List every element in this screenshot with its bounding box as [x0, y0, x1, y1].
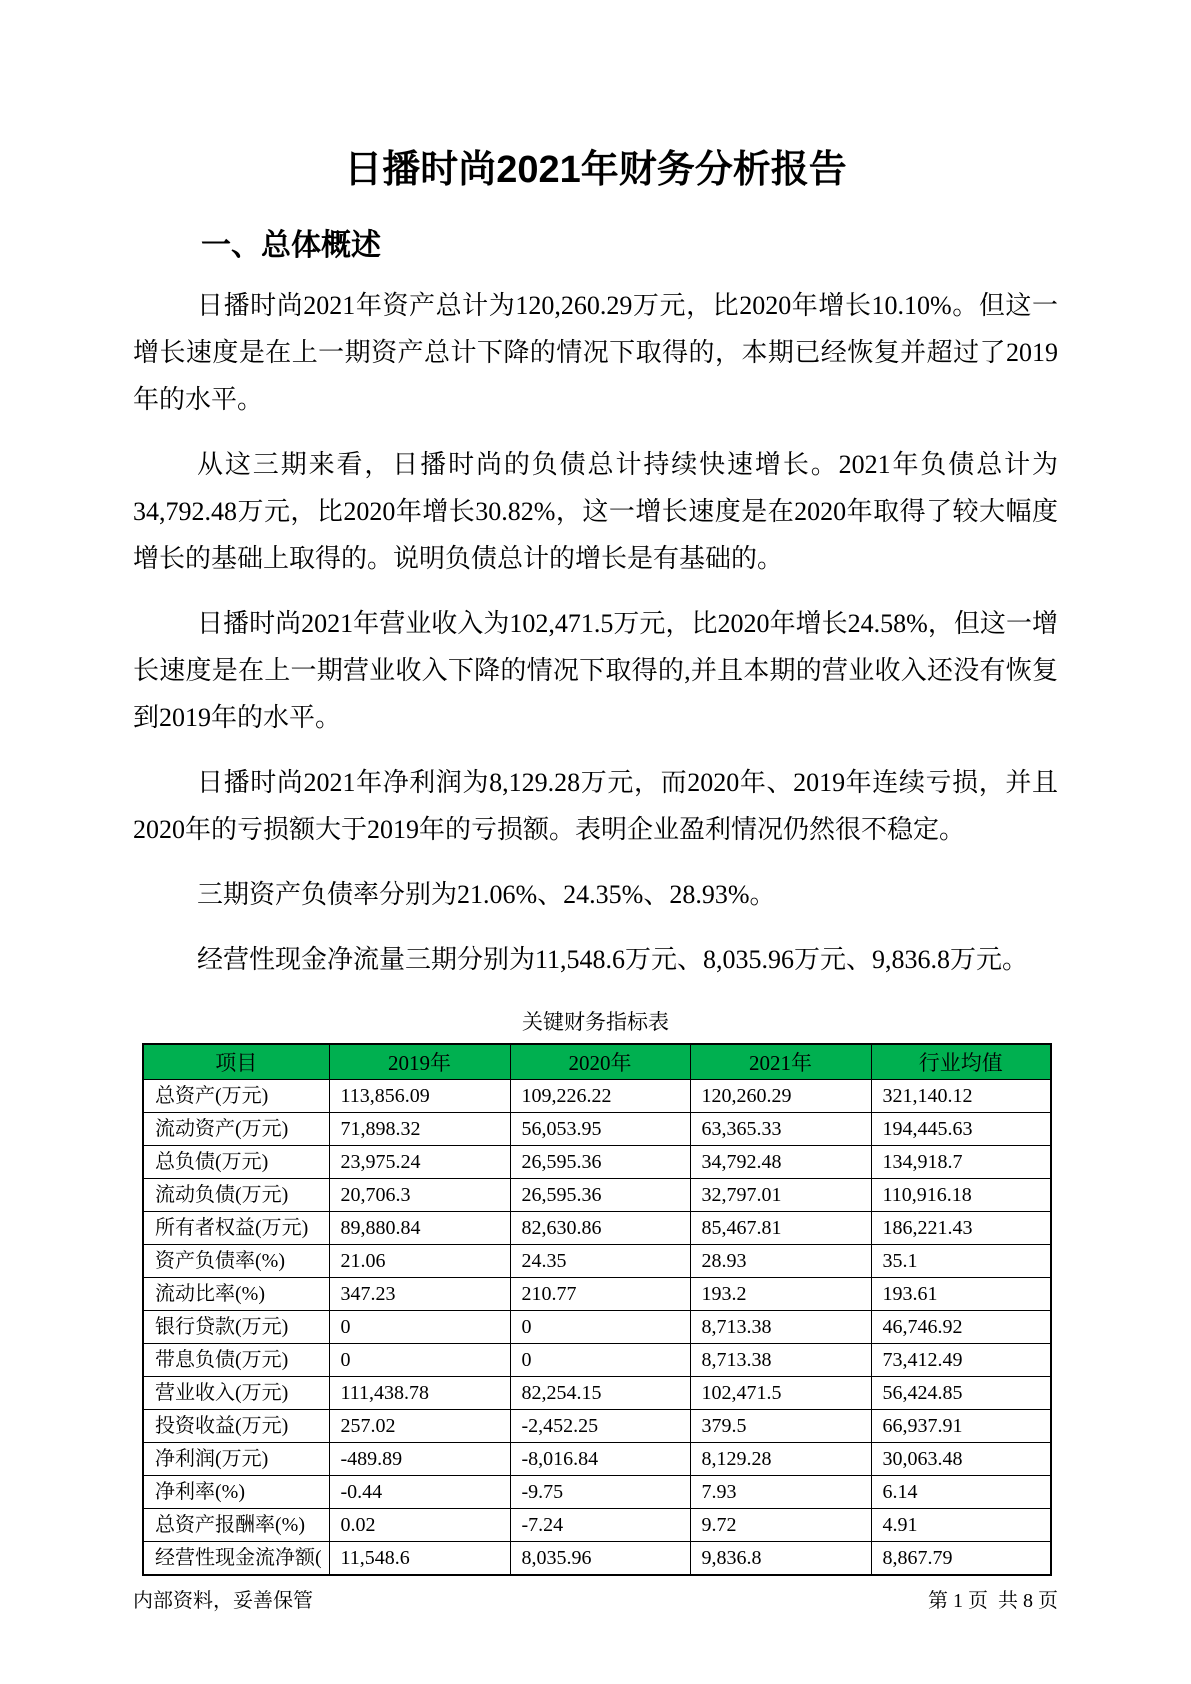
row-label: 流动负债(万元) [143, 1179, 329, 1212]
paragraph-cash-flow: 经营性现金净流量三期分别为11,548.6万元、8,035.96万元、9,836.8万元。 [197, 945, 1029, 974]
row-label: 经营性现金流净额( [143, 1542, 329, 1576]
table-row [143, 1344, 1051, 1377]
table-row [143, 1377, 1051, 1410]
row-label: 投资收益(万元) [143, 1410, 329, 1443]
row-label: 总负债(万元) [143, 1146, 329, 1179]
row-value: 11,548.6 [329, 1542, 510, 1576]
row-label: 营业收入(万元) [143, 1377, 329, 1410]
column-header-item: 项目 [143, 1044, 329, 1080]
paragraph-total-liabilities: 从这三期来看，日播时尚的负债总计持续快速增长。2021年负债总计为34,792.48万元，比2020年增长30.82%，这一增长速度是在2020年取得了较大幅度增长的基础上取得的。说明负债总计的增长是有基础的。 [133, 450, 1058, 573]
row-value: 6.14 [871, 1476, 1051, 1509]
row-value: 35.1 [871, 1245, 1051, 1278]
row-value: 26,595.36 [510, 1179, 690, 1212]
page-content [133, 0, 1058, 1576]
row-label: 流动比率(%) [143, 1278, 329, 1311]
table-row [143, 1311, 1051, 1344]
row-value: 379.5 [690, 1410, 871, 1443]
row-label: 带息负债(万元) [143, 1344, 329, 1377]
row-label: 流动资产(万元) [143, 1113, 329, 1146]
table-row [143, 1278, 1051, 1311]
table-header-row [143, 1044, 1051, 1080]
row-value: 46,746.92 [871, 1311, 1051, 1344]
row-value: 8,867.79 [871, 1542, 1051, 1576]
row-value: 257.02 [329, 1410, 510, 1443]
row-value: 321,140.12 [871, 1080, 1051, 1113]
row-value: -2,452.25 [510, 1410, 690, 1443]
row-value: 0 [510, 1311, 690, 1344]
row-value: 32,797.01 [690, 1179, 871, 1212]
footer-page-number: 第 1 页 共 8 页 [928, 1590, 1058, 1612]
column-header-industry-avg: 行业均值 [871, 1044, 1051, 1080]
row-value: 8,713.38 [690, 1344, 871, 1377]
row-value: 21.06 [329, 1245, 510, 1278]
key-indicators-table [142, 1043, 1052, 1576]
row-label: 总资产报酬率(%) [143, 1509, 329, 1542]
row-value: 89,880.84 [329, 1212, 510, 1245]
paragraph-debt-ratio: 三期资产负债率分别为21.06%、24.35%、28.93%。 [197, 880, 776, 909]
row-value: 28.93 [690, 1245, 871, 1278]
row-value: 9.72 [690, 1509, 871, 1542]
row-value: 71,898.32 [329, 1113, 510, 1146]
row-value: 63,365.33 [690, 1113, 871, 1146]
footer-confidential-note: 内部资料，妥善保管 [133, 1590, 313, 1612]
row-value: 66,937.91 [871, 1410, 1051, 1443]
table-row [143, 1245, 1051, 1278]
row-value: 26,595.36 [510, 1146, 690, 1179]
table-row [143, 1509, 1051, 1542]
row-value: 210.77 [510, 1278, 690, 1311]
row-value: 8,129.28 [690, 1443, 871, 1476]
row-value: 0 [329, 1311, 510, 1344]
row-value: 134,918.7 [871, 1146, 1051, 1179]
row-value: -489.89 [329, 1443, 510, 1476]
row-value: 4.91 [871, 1509, 1051, 1542]
row-value: 347.23 [329, 1278, 510, 1311]
row-value: 73,412.49 [871, 1344, 1051, 1377]
row-value: 7.93 [690, 1476, 871, 1509]
row-value: -9.75 [510, 1476, 690, 1509]
row-value: -0.44 [329, 1476, 510, 1509]
row-value: 20,706.3 [329, 1179, 510, 1212]
row-value: 109,226.22 [510, 1080, 690, 1113]
row-label: 资产负债率(%) [143, 1245, 329, 1278]
row-value: 82,254.15 [510, 1377, 690, 1410]
table-row [143, 1080, 1051, 1113]
row-value: -8,016.84 [510, 1443, 690, 1476]
row-value: 9,836.8 [690, 1542, 871, 1576]
row-value: 193.61 [871, 1278, 1051, 1311]
row-label: 净利润(万元) [143, 1443, 329, 1476]
row-value: 8,035.96 [510, 1542, 690, 1576]
row-value: 82,630.86 [510, 1212, 690, 1245]
column-header-2020: 2020年 [510, 1044, 690, 1080]
table-row [143, 1179, 1051, 1212]
table-row [143, 1113, 1051, 1146]
page-footer [133, 1588, 1058, 1614]
row-value: 0.02 [329, 1509, 510, 1542]
row-label: 银行贷款(万元) [143, 1311, 329, 1344]
row-label: 净利率(%) [143, 1476, 329, 1509]
table-title: 关键财务指标表 [522, 1010, 669, 1034]
column-header-2019: 2019年 [329, 1044, 510, 1080]
paragraph-net-profit: 日播时尚2021年净利润为8,129.28万元，而2020年、2019年连续亏损，并且2020年的亏损额大于2019年的亏损额。表明企业盈利情况仍然很不稳定。 [133, 768, 1058, 844]
table-row [143, 1410, 1051, 1443]
row-value: 24.35 [510, 1245, 690, 1278]
row-value: 0 [329, 1344, 510, 1377]
row-value: 186,221.43 [871, 1212, 1051, 1245]
row-label: 所有者权益(万元) [143, 1212, 329, 1245]
column-header-2021: 2021年 [690, 1044, 871, 1080]
row-value: 56,053.95 [510, 1113, 690, 1146]
table-body [143, 1080, 1051, 1576]
row-value: 102,471.5 [690, 1377, 871, 1410]
row-value: 111,438.78 [329, 1377, 510, 1410]
section-heading-overview: 一、总体概述 [201, 229, 381, 262]
table-row [143, 1212, 1051, 1245]
row-label: 总资产(万元) [143, 1080, 329, 1113]
table-row [143, 1443, 1051, 1476]
row-value: 30,063.48 [871, 1443, 1051, 1476]
row-value: 110,916.18 [871, 1179, 1051, 1212]
paragraph-revenue: 日播时尚2021年营业收入为102,471.5万元，比2020年增长24.58%，但这一增长速度是在上一期营业收入下降的情况下取得的,并且本期的营业收入还没有恢复到2019年的水平。 [133, 609, 1058, 732]
row-value: 113,856.09 [329, 1080, 510, 1113]
row-value: 0 [510, 1344, 690, 1377]
table-row [143, 1146, 1051, 1179]
paragraph-total-assets: 日播时尚2021年资产总计为120,260.29万元，比2020年增长10.10%。但这一增长速度是在上一期资产总计下降的情况下取得的，本期已经恢复并超过了2019年的水平。 [133, 291, 1058, 414]
row-value: 8,713.38 [690, 1311, 871, 1344]
page-title: 日播时尚2021年财务分析报告 [344, 149, 847, 191]
table-row [143, 1542, 1051, 1576]
row-value: 193.2 [690, 1278, 871, 1311]
row-value: 120,260.29 [690, 1080, 871, 1113]
row-value: -7.24 [510, 1509, 690, 1542]
row-value: 23,975.24 [329, 1146, 510, 1179]
table-row [143, 1476, 1051, 1509]
row-value: 194,445.63 [871, 1113, 1051, 1146]
row-value: 34,792.48 [690, 1146, 871, 1179]
row-value: 56,424.85 [871, 1377, 1051, 1410]
row-value: 85,467.81 [690, 1212, 871, 1245]
